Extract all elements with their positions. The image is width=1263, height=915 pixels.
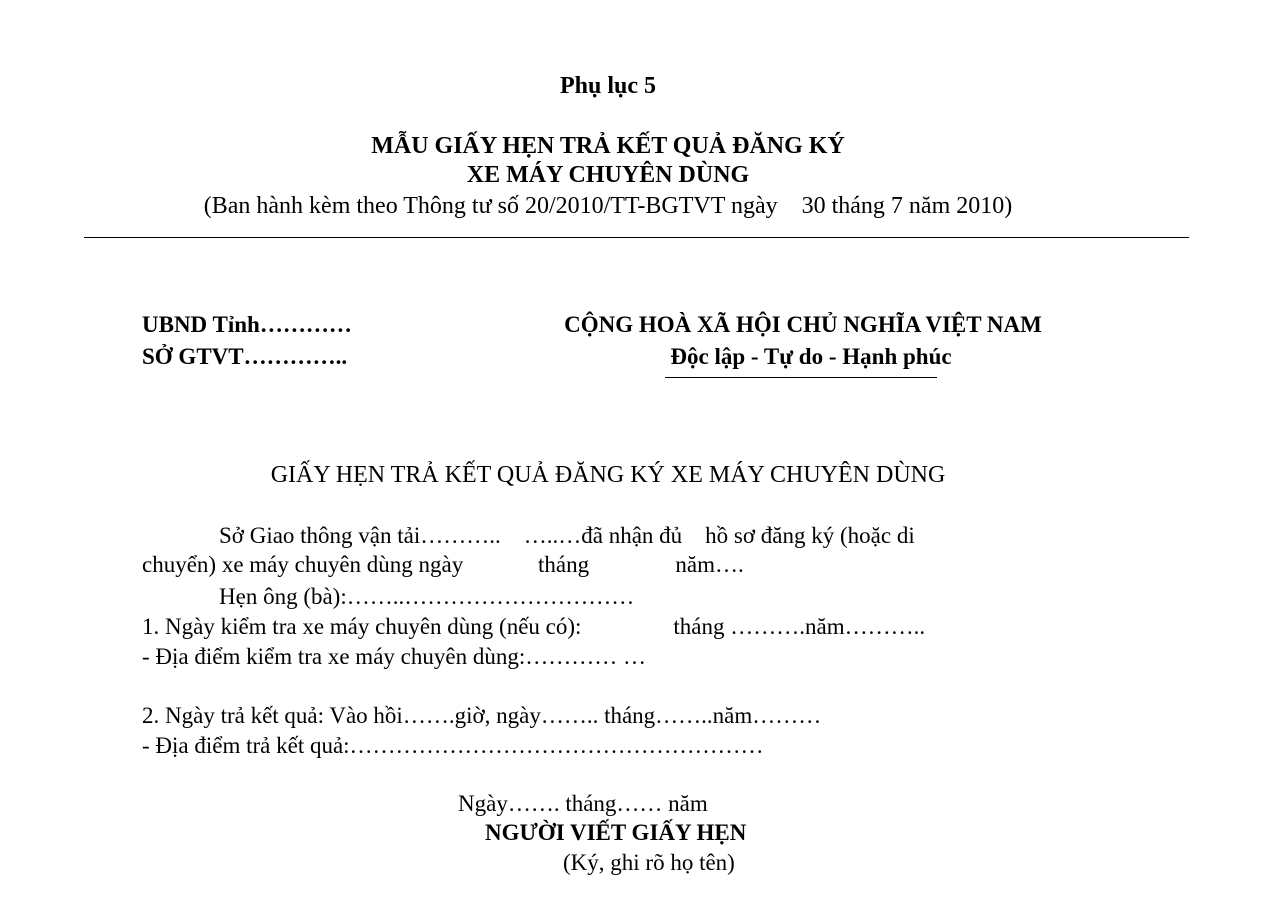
national-motto: Độc lập - Tự do - Hạnh phúc [670, 344, 952, 369]
inspection-date-line: 1. Ngày kiểm tra xe máy chuyên dùng (nếu có): tháng ……….năm……….. [142, 614, 926, 639]
province-committee-label: UBND Tỉnh………… [142, 312, 352, 337]
header-divider [84, 237, 1189, 238]
issued-note: (Ban hành kèm theo Thông tư số 20/2010/TT-BGTVT ngày 30 tháng 7 năm 2010) [203, 193, 1013, 219]
document-title-line-1: MẪU GIẤY HẸN TRẢ KẾT QUẢ ĐĂNG KÝ [371, 133, 845, 159]
result-place-line: - Địa điểm trả kết quả:……………………………………………… [142, 733, 764, 758]
receipt-line-1: Sở Giao thông vận tải……….. …..…đã nhận đủ hồ sơ đăng ký (hoặc di [219, 523, 915, 548]
signer-role: NGƯỜI VIẾT GIẤY HẸN [485, 820, 747, 845]
receipt-line-2: chuyển) xe máy chuyên dùng ngày tháng năm…. [142, 552, 744, 577]
signature-date-line: Ngày……. tháng…… năm [458, 791, 708, 816]
document-title-line-2: XE MÁY CHUYÊN DÙNG [466, 162, 750, 188]
motto-underline [665, 377, 937, 378]
inspection-place-line: - Địa điểm kiểm tra xe máy chuyên dùng:………… … [142, 644, 646, 669]
form-title: GIẤY HẸN TRẢ KẾT QUẢ ĐĂNG KÝ XE MÁY CHUYÊN DÙNG [270, 462, 946, 488]
transport-department-label: SỞ GTVT………….. [142, 344, 348, 369]
signature-note: (Ký, ghi rõ họ tên) [563, 850, 735, 875]
appointment-line: Hẹn ông (bà):……..………………………… [219, 584, 635, 609]
appendix-label: Phụ lục 5 [559, 73, 657, 99]
result-date-line: 2. Ngày trả kết quả: Vào hồi…….giờ, ngày…….. tháng……..năm……… [142, 703, 822, 728]
national-title: CỘNG HOÀ XÃ HỘI CHỦ NGHĨA VIỆT NAM [564, 312, 1042, 337]
